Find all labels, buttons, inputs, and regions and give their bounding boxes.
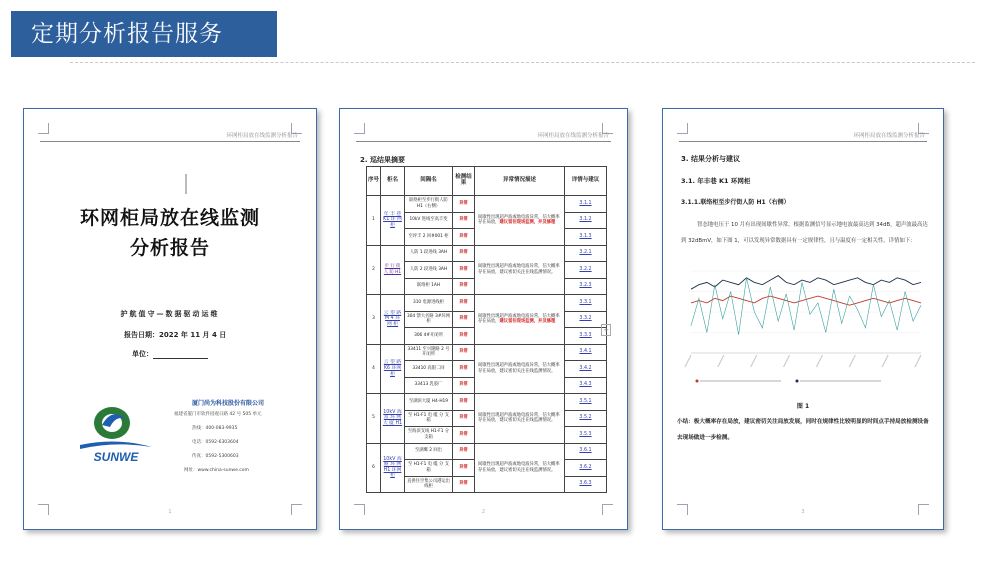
summary-table: [366, 166, 607, 493]
company-phone: 电话：0592-6303604: [192, 440, 239, 445]
detail-link-cell: [565, 361, 607, 378]
detail-link-cell: [565, 443, 607, 460]
result-cell: 异常: [453, 476, 475, 493]
description-text: 间歇性出现超声波或地电波异常，信大概率存在局放，建议密切关注在线监测情况。: [478, 264, 560, 275]
bay-name-cell: 304 馈大名路 3#环网柜: [405, 311, 453, 328]
result-cell: 异常: [453, 196, 475, 213]
detail-link[interactable]: 3.1.2: [579, 217, 592, 223]
logo-text: SUNWE: [93, 450, 139, 464]
detail-link[interactable]: 3.4.2: [579, 365, 592, 371]
cabinet-name-link[interactable]: 10kV 海 富 环 网 大 厦 H1: [382, 409, 403, 427]
company-website: 网址：www.china-sunwe.com: [184, 468, 249, 473]
report-date: 报告日期：2022 年 11 月 4 日: [124, 331, 227, 339]
subsubsection-heading: 3.1.1.联络柜至步行街人防 H1（右侧）: [681, 199, 790, 206]
description-text: 间歇性出现超声波或地电波异常，信大概率存在局放，: [478, 313, 560, 325]
detail-link-cell: [565, 196, 607, 213]
result-cell: 异常: [453, 427, 475, 444]
detail-link-cell: [565, 394, 607, 411]
col-header: 详情与建议: [565, 167, 607, 196]
result-cell: 异常: [453, 212, 475, 229]
x-tick-label: [784, 355, 790, 367]
detail-link-cell: [565, 476, 607, 493]
detail-link[interactable]: 3.2.2: [579, 266, 592, 272]
result-cell: 异常: [453, 278, 475, 295]
report-page-analysis[interactable]: [662, 108, 944, 530]
cover-slogan: 护航值守—数据驱动运维: [120, 310, 220, 318]
header-rule: [356, 141, 611, 142]
add-row-button[interactable]: +: [601, 324, 611, 336]
row-number-cell: 4: [367, 344, 381, 394]
row-number-cell: 2: [367, 245, 381, 295]
table-row: [367, 443, 607, 460]
report-page-summary[interactable]: [339, 108, 628, 530]
result-cell: 异常: [453, 344, 475, 361]
detail-link[interactable]: 3.4.1: [579, 349, 592, 355]
row-number-cell: 1: [367, 196, 381, 246]
bay-name-cell: 人防 1 段进线 3AH: [405, 245, 453, 262]
company-name: 厦门尚为科技股份有限公司: [192, 400, 265, 407]
bay-name-cell: 至湖滨大厦 H4-H19: [405, 394, 453, 411]
analysis-paragraph: 智态地电压于 10 月有出现间歇性异常，根据监测信号显示地电波最高达到 34dB，超声波最高达到 32dBmV，如下图 1，可以发现异常数据具有一定规律性，且与温度有一定相关性，详情如下：: [681, 222, 928, 244]
unit-underline: [153, 351, 208, 359]
detail-link[interactable]: 3.1.3: [579, 233, 592, 239]
cabinet-name-cell: [381, 394, 405, 444]
table-row: [367, 394, 607, 411]
bay-name-cell: 至 H1-F1 电 缆 分 支 箱: [405, 460, 453, 477]
section-heading: 2. 巡结果摘要: [360, 156, 405, 164]
col-header: 检测结果: [453, 167, 475, 196]
result-cell: 异常: [453, 394, 475, 411]
result-cell: 异常: [453, 460, 475, 477]
company-fax: 传真：0592-5300603: [192, 454, 239, 459]
cabinet-name-link[interactable]: 云 望 路 K6 环网 柜: [383, 360, 402, 377]
divider-line: [70, 62, 975, 63]
result-cell: 异常: [453, 262, 475, 279]
subsection-heading: 3.1. 年丰巷 K1 环网柜: [681, 177, 751, 185]
x-tick-label: [915, 355, 921, 367]
cover-title-line1: 环网柜局放在线监测: [79, 207, 260, 229]
x-tick-label: [718, 355, 724, 367]
anomaly-description-cell: [475, 394, 565, 444]
sunwe-logo: [76, 401, 156, 469]
page-header: 环网柜局放在线监测分析报告: [226, 133, 298, 139]
description-text: 间歇性出现超声波或地电波异常，信大概率存在局放，建议密切关注在线监测情况。: [478, 363, 560, 374]
detail-link[interactable]: 3.3.1: [579, 299, 592, 305]
page-number: 2: [481, 509, 486, 515]
result-cell: 异常: [453, 229, 475, 246]
legend-marker: [696, 380, 699, 383]
anomaly-description-cell: [475, 196, 565, 246]
description-text: 间歇性出现超声波或地电波异常，信大概率存在局放，建议密切关注在线监测情况。: [478, 412, 560, 424]
detail-link-cell: [565, 427, 607, 444]
result-cell: 异常: [453, 328, 475, 345]
series-line: [691, 276, 921, 290]
page-number: 1: [168, 509, 172, 515]
detail-link-cell: [565, 344, 607, 361]
detail-link-cell: [565, 262, 607, 279]
result-cell: 异常: [453, 410, 475, 427]
cursor-bar: [185, 174, 187, 194]
result-cell: 异常: [453, 245, 475, 262]
detail-link[interactable]: 3.2.3: [579, 283, 592, 289]
anomaly-description-cell: [475, 344, 565, 394]
row-number-cell: 3: [367, 295, 381, 345]
header-rule: [679, 141, 927, 142]
bay-name-cell: 联络柜至步行街人防 H1（右侧）: [405, 196, 453, 213]
cabinet-name-link[interactable]: 年 丰 巷 K1 环 网 柜: [383, 211, 402, 229]
cabinet-name-cell: [381, 196, 405, 246]
x-tick-label: [751, 355, 757, 367]
row-number-cell: 5: [367, 394, 381, 444]
section-heading: 3. 结果分析与建议: [681, 155, 740, 163]
bay-name-cell: 至坪丰 2 回#001 柜: [405, 229, 453, 246]
bay-name-cell: 至湖鹰 2 回出: [405, 443, 453, 460]
bay-name-cell: 人防 2 段进线 3AH: [405, 262, 453, 279]
unit-label: 单位：: [132, 350, 153, 358]
table-row: [367, 245, 607, 262]
header-rule: [40, 141, 300, 142]
bay-name-cell: 联络柜 1AH: [405, 278, 453, 295]
result-cell: 异常: [453, 443, 475, 460]
anomaly-description-cell: [475, 295, 565, 345]
bay-name-cell: 310 电源进线柜: [405, 295, 453, 312]
banner-title: 定期分析报告服务: [11, 11, 277, 57]
result-cell: 异常: [453, 377, 475, 394]
x-tick-label: [849, 355, 855, 367]
row-number-cell: 6: [367, 443, 381, 493]
detail-link[interactable]: 3.5.1: [579, 398, 592, 404]
detail-link-cell: [565, 278, 607, 295]
col-header: 异常情况描述: [475, 167, 565, 196]
report-unit: [132, 349, 208, 359]
bay-name-cell: 33411 至兴隆路 2 号开闭所: [405, 344, 453, 361]
cabinet-name-cell: [381, 245, 405, 295]
crop-mark: [354, 123, 365, 134]
col-header: 柜名: [381, 167, 405, 196]
bay-name-cell: 直供住空集公司港运出线柜: [405, 476, 453, 493]
bay-name-cell: 至 H1-F1 电 缆 分 支 箱: [405, 410, 453, 427]
recommendation-text: 建议留住现场监测，并及修理: [499, 220, 556, 226]
trend-chart: [681, 263, 929, 395]
cabinet-name-link[interactable]: 云 望 路 M 4 环 网 柜: [383, 310, 402, 328]
x-tick-label: [685, 355, 691, 367]
x-tick-label: [882, 355, 888, 367]
detail-link-cell: [565, 377, 607, 394]
detail-link-cell: [565, 410, 607, 427]
bay-name-cell: 33413 乳胶厂: [405, 377, 453, 394]
bay-name-cell: 10kV 进线至高丰变: [405, 212, 453, 229]
detail-link-cell: [565, 212, 607, 229]
bay-name-cell: 至海滨支线 H1-F1 分支箱: [405, 427, 453, 444]
report-page-cover[interactable]: [23, 108, 317, 530]
cabinet-name-cell: [381, 295, 405, 345]
detail-link[interactable]: 3.1.1: [579, 200, 592, 206]
bay-name-cell: 306 4#开闭所: [405, 328, 453, 345]
cabinet-name-link[interactable]: 10kV 海 丽 环 网 H1 环网 柜: [383, 456, 402, 479]
crop-mark: [38, 123, 49, 134]
detail-link[interactable]: 3.6.2: [579, 464, 592, 470]
cover-title-line2: 分析报告: [129, 237, 210, 259]
table-row: [367, 295, 607, 312]
detail-link[interactable]: 3.6.1: [579, 448, 592, 454]
table-row: [367, 196, 607, 213]
company-address: 福建省厦门市软件园观日路 42 号 505 单元: [174, 412, 262, 417]
figure-caption: 图 1: [796, 403, 810, 410]
detail-link-cell: [565, 229, 607, 246]
x-tick-label: [816, 355, 822, 367]
detail-link-cell: [565, 295, 607, 312]
series-line: [691, 278, 921, 335]
page-number: 3: [801, 509, 805, 515]
table-row: [367, 344, 607, 361]
detail-link[interactable]: 3.3.3: [579, 332, 592, 338]
anomaly-description-cell: [475, 443, 565, 493]
result-cell: 异常: [453, 311, 475, 328]
detail-link[interactable]: 3.5.2: [579, 415, 592, 421]
cabinet-name-cell: [381, 344, 405, 394]
cabinet-name-cell: [381, 443, 405, 493]
detail-link[interactable]: 3.6.3: [579, 481, 592, 487]
detail-link-cell: [565, 245, 607, 262]
page-header: 环网柜局放在线监测分析报告: [537, 133, 609, 139]
detail-link[interactable]: 3.3.2: [579, 316, 592, 322]
anomaly-description-cell: [475, 245, 565, 295]
crop-mark: [677, 123, 688, 134]
summary-text: 小结：极大概率存在局放，建议密切关注局放发展，同时在规律性比较明显的时间点手持局放检测设备去现场做进一步检测。: [677, 419, 929, 441]
result-cell: 异常: [453, 361, 475, 378]
page-header: 环网柜局放在线监测分析报告: [853, 133, 925, 139]
detail-link[interactable]: 3.4.3: [579, 382, 592, 388]
company-hotline: 热线：400-083-9935: [192, 426, 238, 431]
col-header: 序号: [367, 167, 381, 196]
recommendation-text: 建议留住现场监测，并及修理: [499, 319, 556, 325]
bay-name-cell: 33410 高银二回: [405, 361, 453, 378]
result-cell: 异常: [453, 295, 475, 312]
detail-link-cell: [565, 460, 607, 477]
description-text: 间歇性出现超声波或地电波异常，信大概率存在局放，建议密切关注在线监测情况。: [478, 462, 560, 473]
detail-link[interactable]: 3.2.1: [579, 250, 592, 256]
detail-link[interactable]: 3.5.3: [579, 431, 592, 437]
description-text: 间歇性出现超声波或地电波异常，信大概率存在局放，: [478, 214, 560, 226]
col-header: 间隔名: [405, 167, 453, 196]
legend-marker: [796, 380, 799, 383]
cabinet-name-link[interactable]: 步 行 街 人 防 H1: [383, 264, 402, 275]
